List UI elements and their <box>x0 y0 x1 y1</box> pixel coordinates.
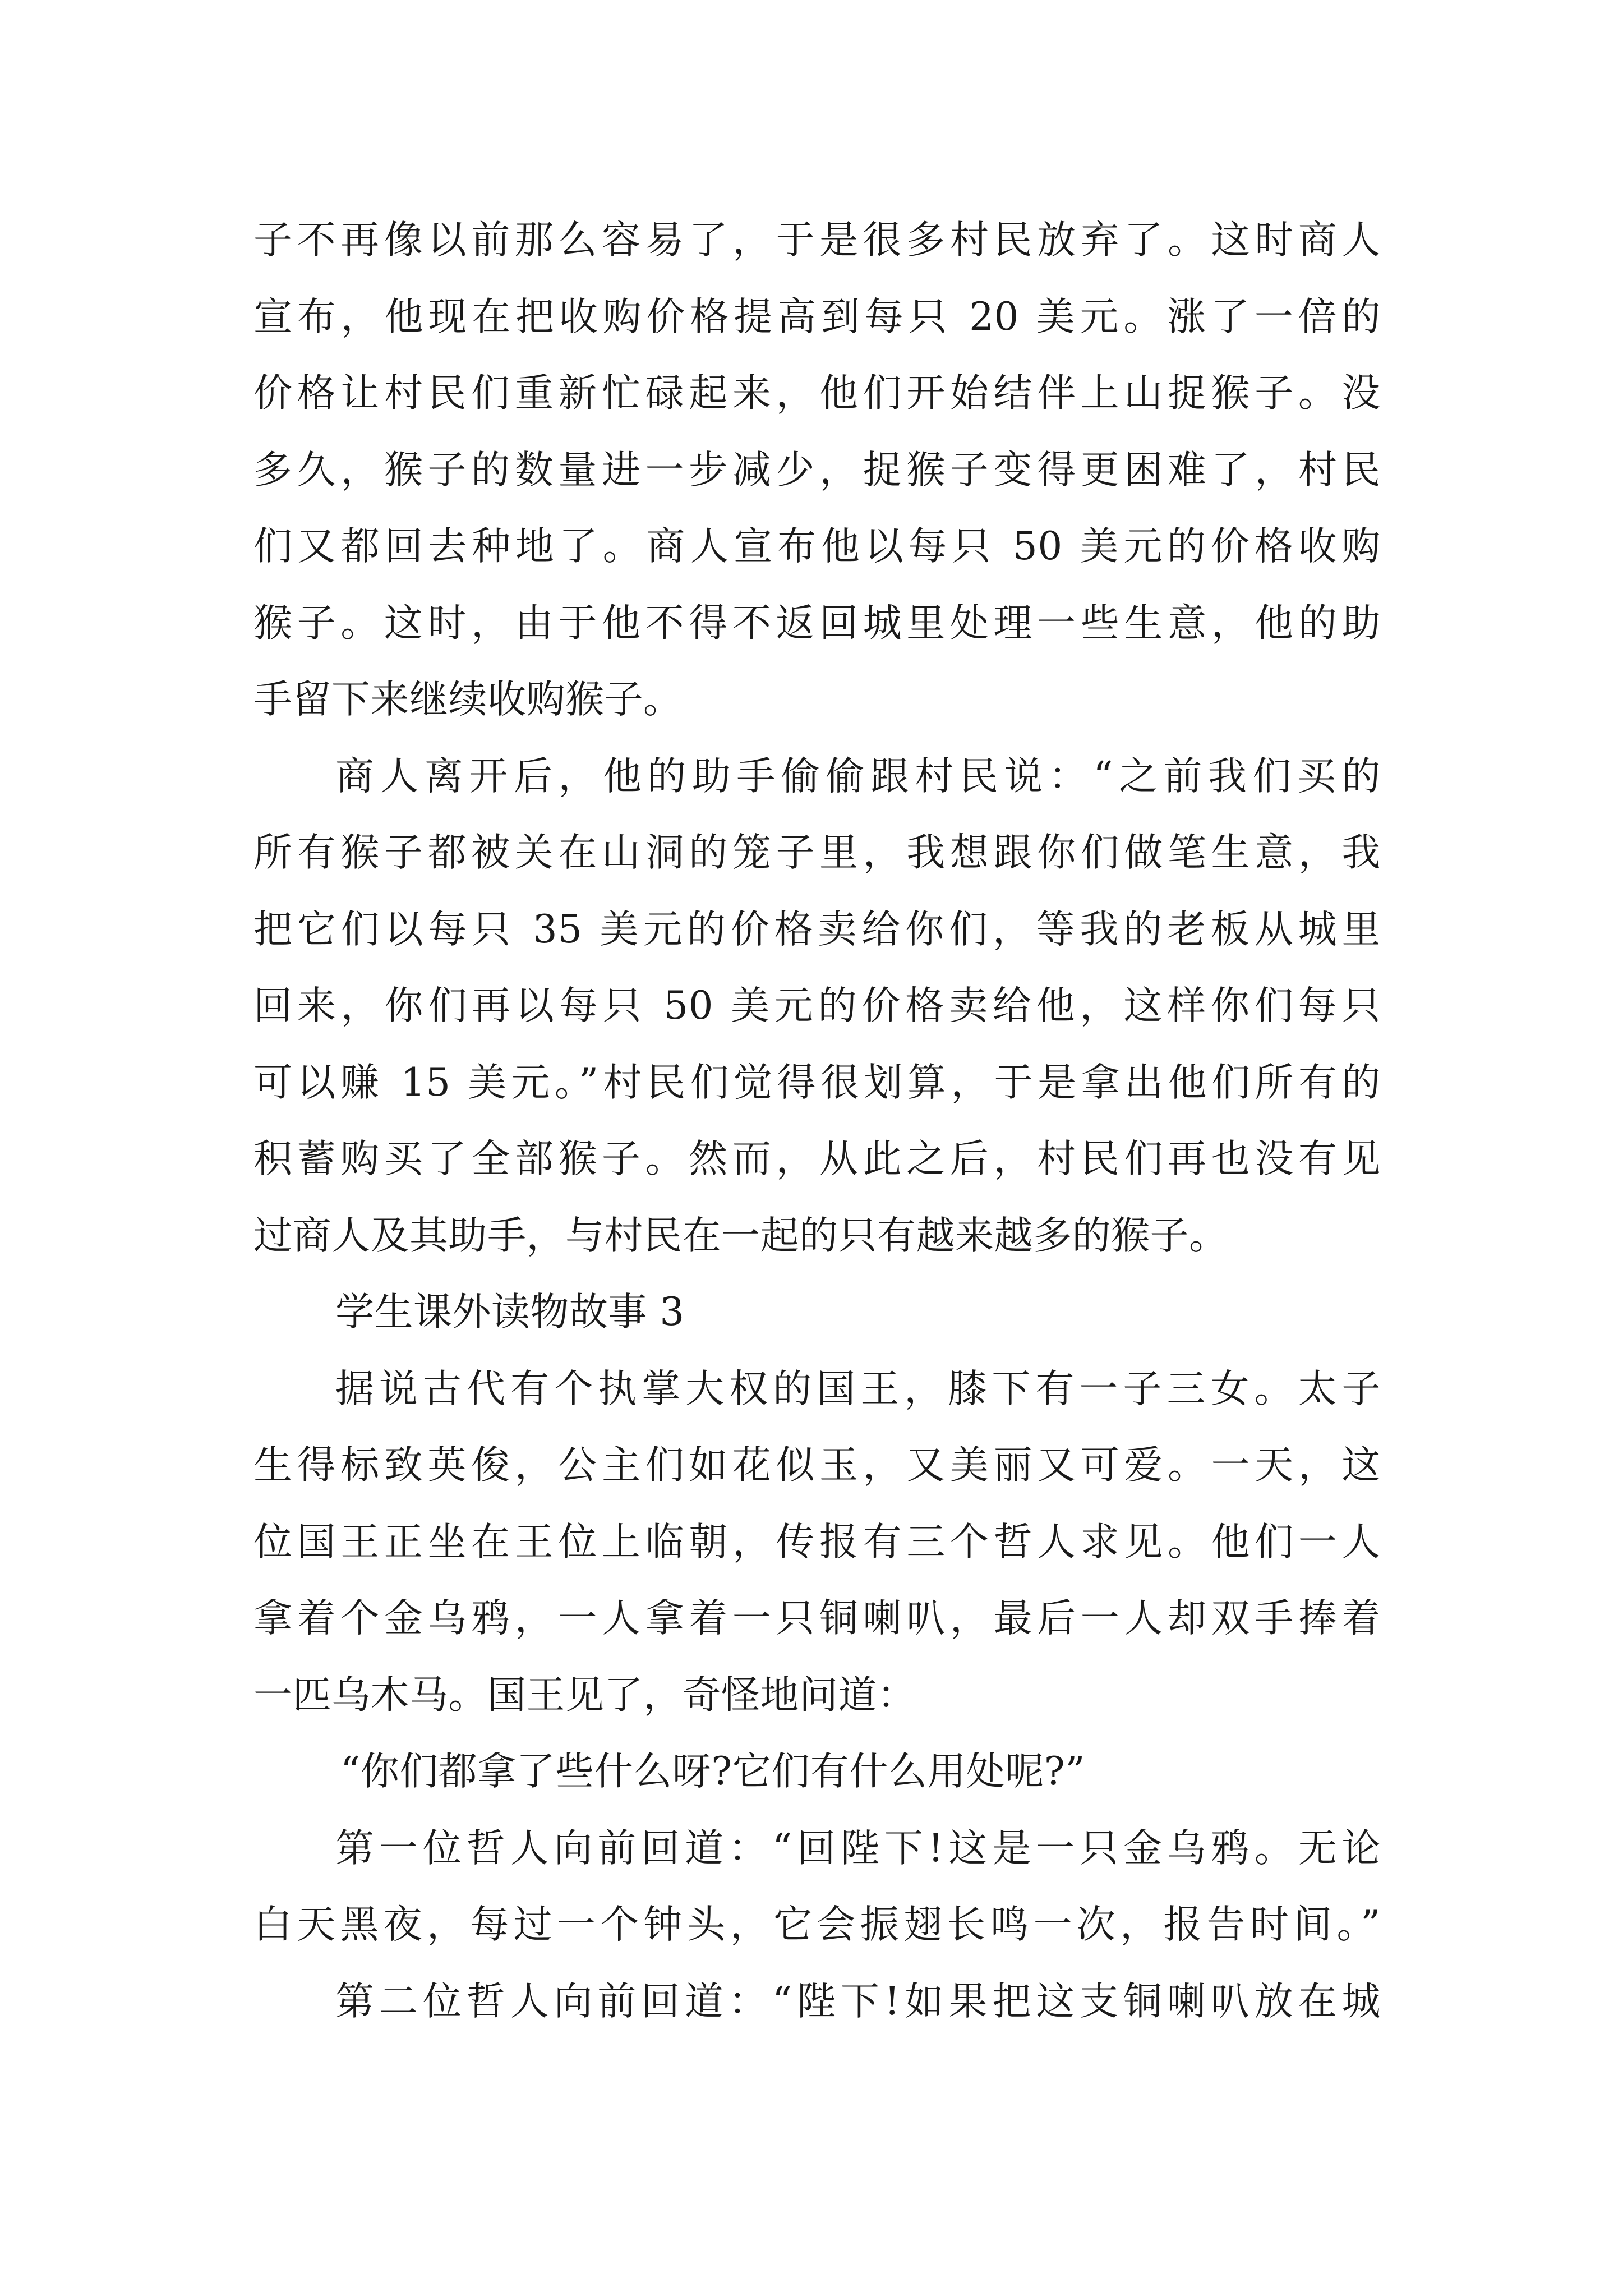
text-line: 多久，猴子的数量进一步减少，捉猴子变得更困难了，村民 <box>253 447 1381 493</box>
text-line: 宣布，他现在把收购价格提高到每只 20 美元。涨了一倍的 <box>253 294 1381 339</box>
body-text <box>253 202 1381 2040</box>
text-line: 所有猴子都被关在山洞的笼子里，我想跟你们做笔生意，我 <box>253 830 1381 875</box>
text-line: 过商人及其助手，与村民在一起的只有越来越多的猴子。 <box>253 1213 1228 1258</box>
text-line: 积蓄购买了全部猴子。然而，从此之后，村民们再也没有见 <box>253 1137 1381 1181</box>
paragraph-start: 第一位哲人向前回道：“回陛下!这是一只金乌鸦。无论 <box>335 1825 1381 1871</box>
text-line: 价格让村民们重新忙碌起来，他们开始结伴上山捉猴子。没 <box>253 371 1381 416</box>
paragraph-start: 第二位哲人向前回道：“陛下!如果把这支铜喇叭放在城 <box>335 1978 1381 2024</box>
text-line: 把它们以每只 35 美元的价格卖给你们，等我的老板从城里 <box>253 907 1381 952</box>
text-line: 位国王正坐在王位上临朝，传报有三个哲人求见。他们一人 <box>253 1519 1381 1565</box>
text-line: 手留下来继续收购猴子。 <box>253 677 683 722</box>
text-line: 猴子。这时，由于他不得不返回城里处理一些生意，他的助 <box>253 600 1381 646</box>
text-line: 拿着个金乌鸦，一人拿着一只铜喇叭，最后一人却双手捧着 <box>253 1596 1381 1641</box>
paragraph-start: 据说古代有个执掌大权的国王，膝下有一子三女。太子 <box>335 1366 1381 1411</box>
text-line: 可以赚 15 美元。”村民们觉得很划算，于是拿出他们所有的 <box>253 1060 1381 1105</box>
text-line: 们又都回去种地了。商人宣布他以每只 50 美元的价格收购 <box>253 524 1381 569</box>
text-line: 子不再像以前那么容易了，于是很多村民放弃了。这时商人 <box>253 218 1381 263</box>
section-heading: 学生课外读物故事 3 <box>335 1290 685 1335</box>
text-line: 白天黑夜，每过一个钟头，它会振翅长鸣一次，报告时间。” <box>253 1902 1381 1947</box>
paragraph-start: 商人离开后，他的助手偷偷跟村民说：“之前我们买的 <box>335 753 1381 799</box>
text-line: 回来，你们再以每只 50 美元的价格卖给他，这样你们每只 <box>253 983 1381 1028</box>
text-line: 生得标致英俊，公主们如花似玉，又美丽又可爱。一天，这 <box>253 1443 1381 1488</box>
paragraph-start: “你们都拿了些什么呀?它们有什么用处呢?” <box>340 1749 1086 1794</box>
text-line: 一匹乌木马。国王见了，奇怪地问道： <box>253 1672 916 1718</box>
